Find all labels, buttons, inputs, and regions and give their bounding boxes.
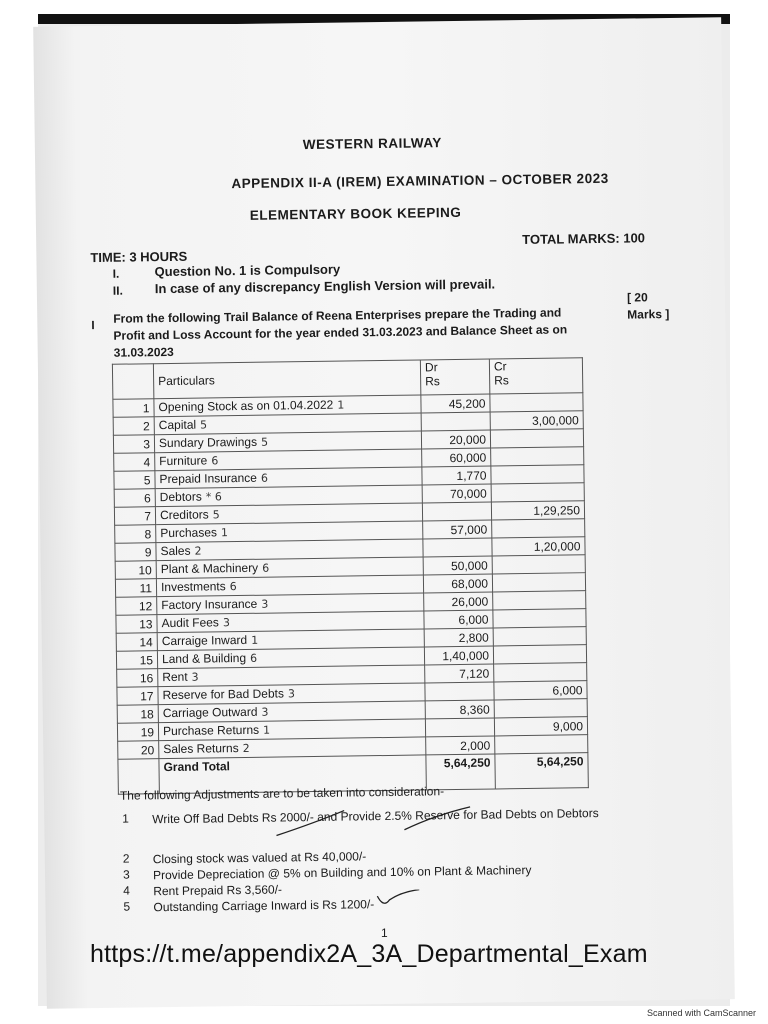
instruction-2-num: II.	[112, 283, 123, 298]
header-particulars: Particulars	[153, 360, 420, 399]
row-cr	[493, 645, 586, 664]
row-particulars-text: Creditors	[159, 507, 209, 523]
row-particulars-text: Purchase Returns	[162, 722, 260, 739]
org-title: WESTERN RAILWAY	[302, 135, 442, 153]
pen-tick-icon	[375, 889, 425, 910]
row-cr: 9,000	[494, 717, 587, 736]
row-dr: 2,000	[426, 736, 495, 755]
row-cr: 3,00,000	[490, 411, 583, 430]
row-number: 10	[115, 561, 156, 580]
question-number: I	[91, 318, 95, 333]
row-number: 7	[114, 507, 155, 526]
row-dr: 6,000	[424, 610, 493, 629]
row-hint: * 6	[205, 490, 222, 504]
row-hint: 5	[212, 508, 220, 522]
row-number: 4	[114, 453, 155, 472]
row-cr	[491, 447, 584, 466]
adjustment-number: 1	[122, 811, 130, 826]
adjustment-number: 3	[122, 867, 130, 882]
row-particulars-text: Sundary Drawings	[158, 434, 258, 451]
row-number: 3	[113, 435, 154, 454]
total-label: Grand Total	[159, 755, 426, 794]
row-cr	[492, 573, 585, 592]
row-dr	[422, 502, 491, 521]
row-cr	[493, 591, 586, 610]
row-number: 19	[117, 723, 158, 742]
telegram-link[interactable]: https://t.me/appendix2A_3A_Departmental_Exam	[90, 940, 648, 968]
row-hint: 1	[220, 526, 229, 540]
row-cr	[490, 429, 583, 448]
row-hint: 3	[287, 687, 295, 701]
question-marks-1: [ 20	[626, 290, 648, 305]
question-marks-2: Marks ]	[627, 306, 670, 322]
adjustment-text: Provide Depreciation @ 5% on Building and 10% on Plant & Machinery	[152, 862, 532, 883]
row-particulars-text: Land & Building	[161, 650, 247, 667]
row-hint: 1	[251, 633, 259, 647]
row-dr: 45,200	[421, 394, 490, 413]
row-particulars-text: Plant & Machinery	[160, 560, 259, 577]
adjustment-text: Write Off Bad Debts Rs 2000/- and Provide 2.5% Reserve for Bad Debts on Debtors	[152, 806, 599, 827]
row-particulars-text: Rent	[162, 669, 188, 685]
row-cr	[495, 735, 588, 754]
row-hint: 1	[262, 723, 271, 737]
row-dr: 7,120	[425, 664, 494, 683]
row-hint: 2	[242, 741, 250, 755]
row-number: 9	[115, 543, 156, 562]
subject-title: ELEMENTARY BOOK KEEPING	[249, 204, 462, 223]
row-dr: 20,000	[421, 430, 490, 449]
row-dr: 1,770	[422, 466, 491, 485]
row-dr	[423, 538, 492, 557]
row-number: 2	[113, 417, 154, 436]
scanner-watermark: Scanned with CamScanner	[646, 1008, 756, 1018]
row-number: 12	[116, 597, 157, 616]
adjustment-text: Outstanding Carriage Inward is Rs 1200/-	[153, 897, 375, 915]
row-number: 6	[114, 489, 155, 508]
row-dr	[425, 718, 494, 737]
row-number: 14	[116, 633, 157, 652]
row-dr: 1,40,000	[424, 646, 493, 665]
row-dr: 57,000	[423, 520, 492, 539]
row-particulars-text: Carriage Outward	[162, 704, 258, 721]
adjustment-number: 2	[122, 851, 130, 866]
row-cr: 1,20,000	[492, 537, 585, 556]
row-hint: 6	[211, 454, 219, 468]
row-hint: 3	[261, 597, 269, 611]
header-cr: Cr Rs	[489, 358, 582, 394]
row-particulars-text: Prepaid Insurance	[159, 470, 257, 487]
row-particulars-text: Factory Insurance	[161, 596, 258, 613]
adjustment-text: Rent Prepaid Rs 3,560/-	[153, 882, 283, 899]
row-dr: 26,000	[424, 592, 493, 611]
exam-paper	[33, 17, 735, 1009]
row-number: 20	[118, 741, 159, 760]
row-cr: 6,000	[494, 681, 587, 700]
row-hint: 2	[194, 544, 202, 558]
row-dr: 50,000	[423, 556, 492, 575]
row-hint: 3	[191, 670, 199, 684]
row-dr	[421, 412, 490, 431]
row-particulars-text: Opening Stock as on 01.04.2022	[158, 397, 334, 415]
row-dr: 2,800	[424, 628, 493, 647]
row-dr: 70,000	[422, 484, 491, 503]
row-number: 5	[114, 471, 155, 490]
row-cr	[492, 555, 585, 574]
time-label: TIME: 3 HOURS	[90, 248, 188, 266]
row-cr	[494, 699, 587, 718]
row-particulars-text: Capital	[158, 417, 197, 433]
row-particulars-text: Sales Returns	[163, 741, 239, 757]
row-cr	[493, 609, 586, 628]
row-hint: 6	[250, 651, 258, 665]
instruction-1-text: Question No. 1 is Compulsory	[154, 261, 341, 280]
question-line-2: Profit and Loss Account for the year ended 31.03.2023 and Balance Sheet as on	[113, 322, 568, 343]
row-hint: 5	[200, 418, 208, 432]
total-cr: 5,64,250	[495, 753, 588, 789]
row-particulars-text: Carraige Inward	[161, 632, 248, 649]
total-dr: 5,64,250	[426, 754, 495, 790]
adjustment-number: 4	[123, 883, 131, 898]
row-number: 15	[116, 651, 157, 670]
adjustment-number: 5	[123, 899, 131, 914]
row-particulars-text: Purchases	[160, 525, 218, 541]
row-number: 16	[117, 669, 158, 688]
row-hint: 5	[260, 435, 269, 449]
header-no	[112, 364, 153, 400]
row-number: 8	[115, 525, 156, 544]
instruction-2-text: In case of any discrepancy English Version will prevail.	[154, 276, 496, 297]
row-dr: 68,000	[423, 574, 492, 593]
row-cr	[491, 465, 584, 484]
question-line-1: From the following Trail Balance of Reena Enterprises prepare the Trading and	[113, 305, 562, 326]
row-cr	[493, 627, 586, 646]
header-dr: Dr Rs	[420, 359, 489, 395]
row-number: 11	[115, 579, 156, 598]
row-hint: 1	[337, 398, 345, 412]
row-particulars-text: Debtors	[159, 489, 202, 505]
row-hint: 6	[229, 580, 237, 594]
page-number: 1	[381, 926, 388, 940]
row-dr	[425, 682, 494, 701]
exam-title: APPENDIX II-A (IREM) EXAMINATION – OCTOBER 2023	[231, 170, 609, 192]
row-particulars-text: Reserve for Bad Debts	[162, 686, 284, 703]
row-number: 18	[117, 705, 158, 724]
trial-balance-table	[112, 357, 589, 795]
adjustments-intro: The following Adjustments are to be taken into consideration-	[119, 784, 445, 803]
row-dr: 8,360	[425, 700, 494, 719]
row-hint: 3	[222, 616, 230, 630]
pen-underline-icon	[274, 800, 495, 843]
row-cr	[492, 519, 585, 538]
row-number: 17	[117, 687, 158, 706]
question-line-3: 31.03.2023	[113, 344, 174, 360]
row-cr	[494, 663, 587, 682]
row-cr	[490, 393, 583, 412]
row-particulars-text: Sales	[160, 543, 191, 559]
row-cr	[491, 483, 584, 502]
row-particulars-text: Investments	[160, 579, 226, 595]
row-number: 13	[116, 615, 157, 634]
row-particulars-text: Audit Fees	[161, 615, 219, 631]
row-cr: 1,29,250	[491, 501, 584, 520]
row-number: 1	[113, 399, 154, 418]
total-marks: TOTAL MARKS: 100	[522, 230, 646, 248]
instruction-1-num: I.	[112, 266, 120, 281]
row-dr: 60,000	[422, 448, 491, 467]
row-particulars-text: Furniture	[159, 453, 208, 469]
adjustment-text: Closing stock was valued at Rs 40,000/-	[152, 849, 367, 867]
row-hint: 6	[262, 561, 270, 575]
row-hint: 3	[261, 705, 269, 719]
row-hint: 6	[260, 471, 268, 485]
